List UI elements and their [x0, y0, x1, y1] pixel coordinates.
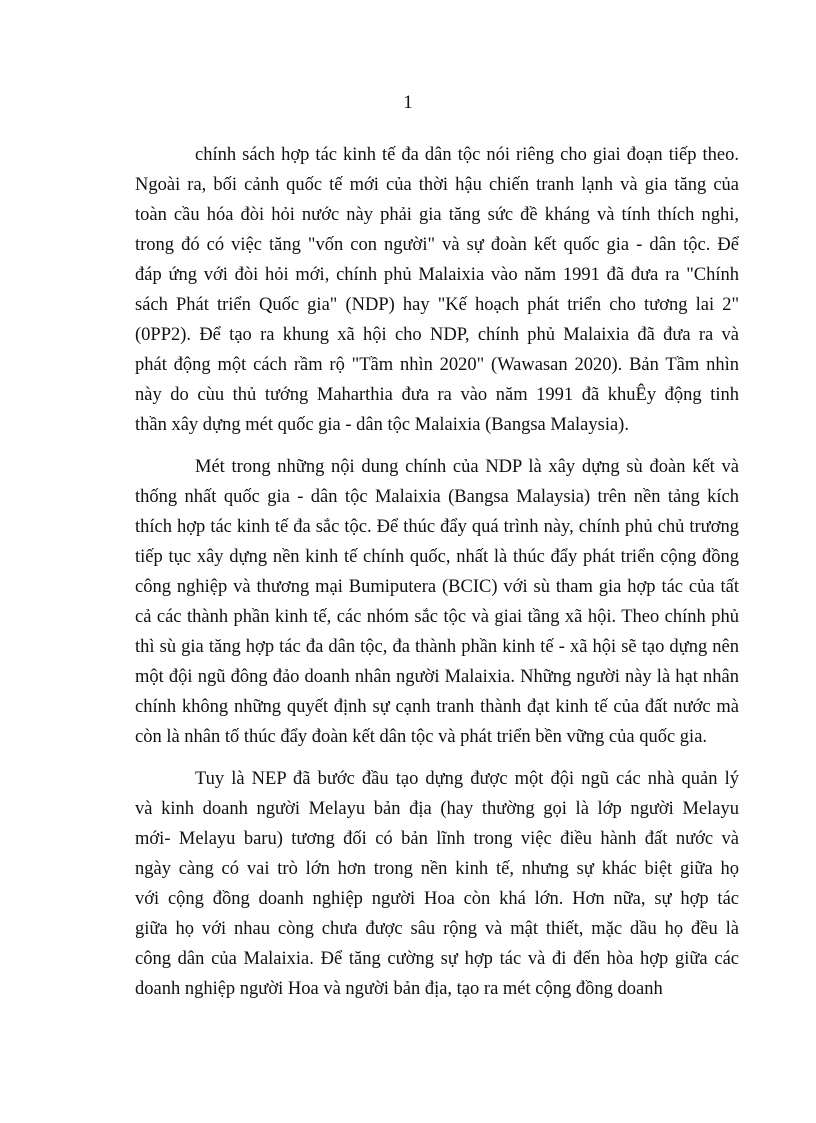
text-line: cả các thành phần kinh tế, các nhóm sắc tộc và giai tầng xã hội. Theo chính phủ	[135, 607, 739, 627]
text-line: chính không những quyết định sự cạnh tranh thành đạt kinh tế của đất nước mà	[135, 697, 739, 717]
paragraph-2	[135, 452, 739, 752]
paragraph-3	[135, 764, 739, 1004]
text-line: phát động một cách rầm rộ "Tầm nhìn 2020" (Wawasan 2020). Bản Tầm nhìn	[135, 355, 739, 375]
text-line: giữa họ với nhau còng chưa được sâu rộng và mật thiết, mặc dầu họ đều là	[135, 919, 739, 939]
page-number: 1	[403, 92, 413, 113]
text-line: tiếp tục xây dựng nền kinh tế chính quốc, nhất là thúc đẩy phát triển cộng đồng	[135, 547, 739, 567]
text-line: thích hợp tác kinh tế đa sắc tộc. Để thúc đẩy quá trình này, chính phủ chủ trương	[135, 517, 739, 537]
text-line: này do cùu thủ tướng Maharthia đưa ra vào năm 1991 đã khuÊy động tinh	[135, 385, 739, 405]
text-line: doanh nghiệp người Hoa và người bản địa, tạo ra mét cộng đồng doanh	[135, 979, 663, 999]
text-line: trong đó có việc tăng "vốn con người" và sự đoàn kết quốc gia - dân tộc. Để	[135, 235, 739, 255]
text-line: chính sách hợp tác kinh tế đa dân tộc nói riêng cho giai đoạn tiếp theo.	[195, 145, 739, 165]
document-body	[135, 140, 739, 1004]
text-line: Tuy là NEP đã bước đầu tạo dựng được một đội ngũ các nhà quản lý	[195, 769, 739, 789]
text-line: ngày càng có vai trò lớn hơn trong nền kinh tế, nhưng sự khác biệt giữa họ	[135, 859, 739, 879]
text-line: sách Phát triển Quốc gia" (NDP) hay "Kế hoạch phát triển cho tương lai 2"	[135, 295, 739, 315]
text-line: công dân của Malaixia. Để tăng cường sự hợp tác và đi đến hòa hợp giữa các	[135, 949, 739, 969]
text-line: với cộng đồng doanh nghiệp người Hoa còn khá lớn. Hơn nữa, sự hợp tác	[135, 889, 739, 909]
text-line: đáp ứng với đòi hỏi mới, chính phủ Malaixia vào năm 1991 đã đưa ra "Chính	[135, 265, 739, 285]
text-line: và kinh doanh người Melayu bản địa (hay thường gọi là lớp người Melayu	[135, 799, 739, 819]
text-line: thần xây dựng mét quốc gia - dân tộc Malaixia (Bangsa Malaysia).	[135, 415, 629, 435]
paragraph-spacing	[135, 752, 739, 764]
text-line: công nghiệp và thương mại Bumiputera (BCIC) với sù tham gia hợp tác của tất	[135, 577, 739, 597]
text-line: Ngoài ra, bối cảnh quốc tế mới của thời hậu chiến tranh lạnh và gia tăng của	[135, 175, 739, 195]
text-line: một đội ngũ đông đảo doanh nhân người Malaixia. Những người này là hạt nhân	[135, 667, 739, 687]
text-line: (0PP2). Để tạo ra khung xã hội cho NDP, chính phủ Malaixia đã đưa ra và	[135, 325, 739, 345]
text-line: Mét trong những nội dung chính của NDP là xây dựng sù đoàn kết và	[195, 457, 739, 477]
text-line: thống nhất quốc gia - dân tộc Malaixia (Bangsa Malaysia) trên nền tảng kích	[135, 487, 739, 507]
paragraph-spacing	[135, 440, 739, 452]
text-line: thì sù gia tăng hợp tác đa dân tộc, đa thành phần kinh tế - xã hội sẽ tạo dựng nên	[135, 637, 739, 657]
text-line: toàn cầu hóa đòi hỏi nước này phải gia tăng sức đề kháng và tính thích nghi,	[135, 205, 739, 225]
paragraph-1	[135, 140, 739, 440]
text-line: mới- Melayu baru) tương đối có bản lĩnh trong việc điều hành đất nước và	[135, 829, 739, 849]
text-line: còn là nhân tố thúc đẩy đoàn kết dân tộc và phát triển bền vững của quốc gia.	[135, 727, 708, 747]
